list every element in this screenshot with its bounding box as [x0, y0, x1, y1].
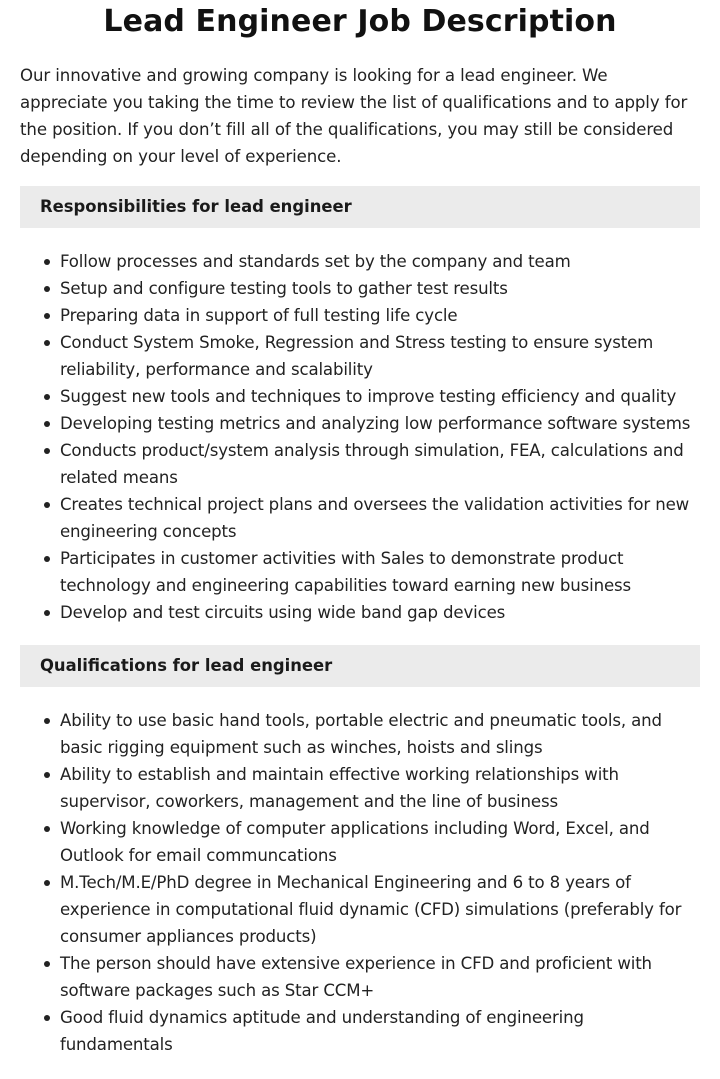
list-item: Follow processes and standards set by the company and team: [60, 248, 700, 275]
list-item: Develop and test circuits using wide band gap devices: [60, 599, 700, 626]
list-item: The person should have extensive experience in CFD and proficient with software packages such as Star CCM+: [60, 950, 700, 1004]
list-item: Participates in customer activities with Sales to demonstrate product technology and engineering capabilities toward earning new business: [60, 545, 700, 599]
list-item: Conduct System Smoke, Regression and Stress testing to ensure system reliability, performance and scalability: [60, 329, 700, 383]
list-item: Ability to establish and maintain effective working relationships with supervisor, coworkers, management and the line of business: [60, 761, 700, 815]
responsibilities-list: [20, 248, 700, 626]
qualifications-heading: Qualifications for lead engineer: [20, 645, 700, 687]
responsibilities-heading: Responsibilities for lead engineer: [20, 186, 700, 228]
qualifications-list: [20, 707, 700, 1058]
list-item: Good fluid dynamics aptitude and understanding of engineering fundamentals: [60, 1004, 700, 1058]
list-item: Preparing data in support of full testing life cycle: [60, 302, 700, 329]
list-item: Suggest new tools and techniques to improve testing efficiency and quality: [60, 383, 700, 410]
list-item: Conducts product/system analysis through simulation, FEA, calculations and related means: [60, 437, 700, 491]
list-item: Developing testing metrics and analyzing low performance software systems: [60, 410, 700, 437]
page-title: Lead Engineer Job Description: [103, 4, 617, 39]
list-item: M.Tech/M.E/PhD degree in Mechanical Engineering and 6 to 8 years of experience in computational fluid dynamic (CFD) simulations (preferably for consumer appliances products): [60, 869, 700, 950]
intro-paragraph: Our innovative and growing company is looking for a lead engineer. We appreciate you taking the time to review the list of qualifications and to apply for the position. If you don’t fill all of the qualifications, you may still be considered depending on your level of experience.: [20, 66, 688, 166]
list-item: Working knowledge of computer applications including Word, Excel, and Outlook for email communcations: [60, 815, 700, 869]
list-item: Setup and configure testing tools to gather test results: [60, 275, 700, 302]
list-item: Creates technical project plans and oversees the validation activities for new engineering concepts: [60, 491, 700, 545]
list-item: Ability to use basic hand tools, portable electric and pneumatic tools, and basic rigging equipment such as winches, hoists and slings: [60, 707, 700, 761]
